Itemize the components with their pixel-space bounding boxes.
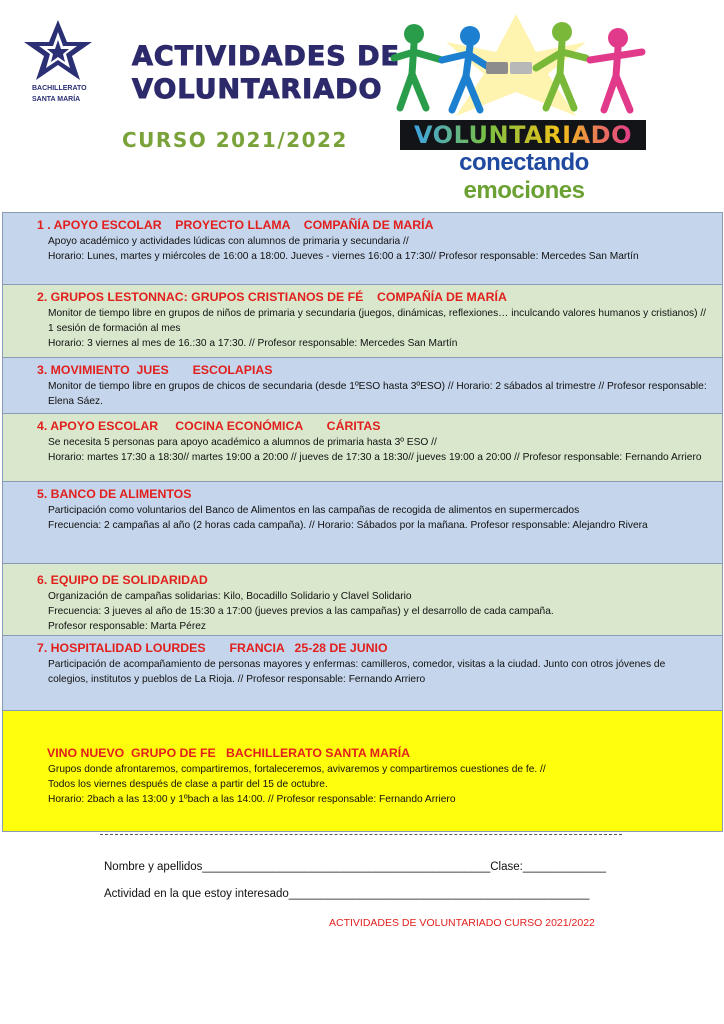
activities-table bbox=[2, 212, 723, 832]
activity-title: 5. BANCO DE ALIMENTOS bbox=[37, 487, 192, 501]
school-logo bbox=[18, 18, 98, 104]
activity-row bbox=[3, 285, 722, 358]
activity-row bbox=[3, 636, 722, 711]
people-connecting-icon bbox=[386, 12, 648, 122]
activity-field-line[interactable]: Actividad en la que estoy interesado_______________________________________________ bbox=[104, 888, 590, 900]
activity-line: Frecuencia: 2 campañas al año (2 horas cada campaña). // Horario: Sábados por la mañana. Profesor responsable: Alejandro Rivera bbox=[48, 520, 648, 531]
activity-line: Participación como voluntarios del Banco de Alimentos en las campañas de recogida de alimentos en supermercados bbox=[48, 505, 580, 516]
activity-line: Participación de acompañamiento de personas mayores y enfermas: camilleros, comedor, visitas a la ciudad. Junto con otros jóvenes de colegios, institutos y pueblos de La Rioja. // Profesor responsable: Fernando Arriero bbox=[48, 659, 666, 685]
activity-row bbox=[3, 414, 722, 482]
activity-row bbox=[3, 711, 722, 831]
volunteer-logo bbox=[386, 12, 648, 204]
activity-title: VINO NUEVO GRUPO DE FE BACHILLERATO SANTA MARÍA bbox=[47, 746, 410, 760]
title-line1: ACTIVIDADES DE bbox=[132, 41, 400, 72]
activity-line: Se necesita 5 personas para apoyo académico a alumnos de primaria hasta 3º ESO // bbox=[48, 437, 437, 448]
title-line2: VOLUNTARIADO bbox=[132, 74, 383, 105]
activity-row bbox=[3, 358, 722, 414]
activity-title: 4. APOYO ESCOLAR COCINA ECONÓMICA CÁRITAS bbox=[37, 419, 381, 433]
activity-line: Horario: Lunes, martes y miércoles de 16:00 a 18:00. Jueves - viernes 16:00 a 17:30// Profesor responsable: Mercedes San Martín bbox=[48, 251, 639, 262]
activity-title: 7. HOSPITALIDAD LOURDES FRANCIA 25-28 DE JUNIO bbox=[37, 641, 388, 655]
volunteer-logo-word: VOLUNTARIADO bbox=[414, 121, 632, 149]
activity-line: Frecuencia: 3 jueves al año de 15:30 a 17:00 (jueves previos a las campañas) y el desarrollo de cada campaña. bbox=[48, 606, 554, 617]
activity-row bbox=[3, 213, 722, 285]
star-logo-icon bbox=[22, 18, 94, 82]
activity-line: Horario: martes 17:30 a 18:30// martes 19:00 a 20:00 // jueves de 17:30 a 18:30// jueves 19:00 a 20:00 // Profesor responsable: Fernando Arriero bbox=[48, 452, 702, 463]
activity-line: Horario: 2bach a las 13:00 y 1ºbach a las 14:00. // Profesor responsable: Fernando Arriero bbox=[48, 794, 456, 805]
tagline-part2: emociones bbox=[463, 177, 585, 204]
volunteer-logo-tagline bbox=[396, 149, 652, 205]
activity-title: 3. MOVIMIENTO JUES ESCOLAPIAS bbox=[37, 363, 273, 377]
volunteer-logo-banner bbox=[400, 120, 646, 150]
footer-title: ACTIVIDADES DE VOLUNTARIADO CURSO 2021/2022 bbox=[329, 917, 595, 929]
activity-line: Apoyo académico y actividades lúdicas con alumnos de primaria y secundaria // bbox=[48, 236, 409, 247]
activity-line: Monitor de tiempo libre en grupos de chicos de secundaria (desde 1ºESO hasta 3ºESO) // Horario: 2 sábados al trimestre // Profesor responsable: Elena Sáez. bbox=[48, 381, 707, 407]
activity-line: Horario: 3 viernes al mes de 16.:30 a 17:30. // Profesor responsable: Mercedes San Martín bbox=[48, 338, 458, 349]
school-name-line2: SANTA MARÍA bbox=[32, 96, 81, 103]
course-label: CURSO 2021/2022 bbox=[122, 128, 348, 152]
activity-line: Monitor de tiempo libre en grupos de niños de primaria y secundaria (juegos, dinámicas, reflexiones… inculcando valores humanos y cristianos) // 1 sesión de formación al mes bbox=[48, 308, 706, 334]
name-field-line[interactable]: Nombre y apellidos_____________________________________________Clase:_____________ bbox=[104, 861, 606, 873]
activity-row bbox=[3, 564, 722, 636]
activity-line: Profesor responsable: Marta Pérez bbox=[48, 621, 206, 632]
activity-line: Organización de campañas solidarias: Kilo, Bocadillo Solidario y Clavel Solidario bbox=[48, 591, 412, 602]
activity-row bbox=[3, 482, 722, 564]
activity-title: 2. GRUPOS LESTONNAC: GRUPOS CRISTIANOS DE FÉ COMPAÑÍA DE MARÍA bbox=[37, 290, 507, 304]
page-title bbox=[132, 40, 400, 106]
activity-line: Todos los viernes después de clase a partir del 15 de octubre. bbox=[48, 779, 328, 790]
tagline-part1: conectando bbox=[459, 149, 589, 176]
activity-title: 6. EQUIPO DE SOLIDARIDAD bbox=[37, 573, 208, 587]
school-name-line1: BACHILLERATO bbox=[32, 85, 87, 92]
activity-title: 1 . APOYO ESCOLAR PROYECTO LLAMA COMPAÑÍA DE MARÍA bbox=[37, 218, 434, 232]
activity-line: Grupos donde afrontaremos, compartiremos, fortaleceremos, avivaremos y compartiremos cuestiones de fe. // bbox=[48, 764, 546, 775]
cut-line bbox=[100, 834, 622, 835]
